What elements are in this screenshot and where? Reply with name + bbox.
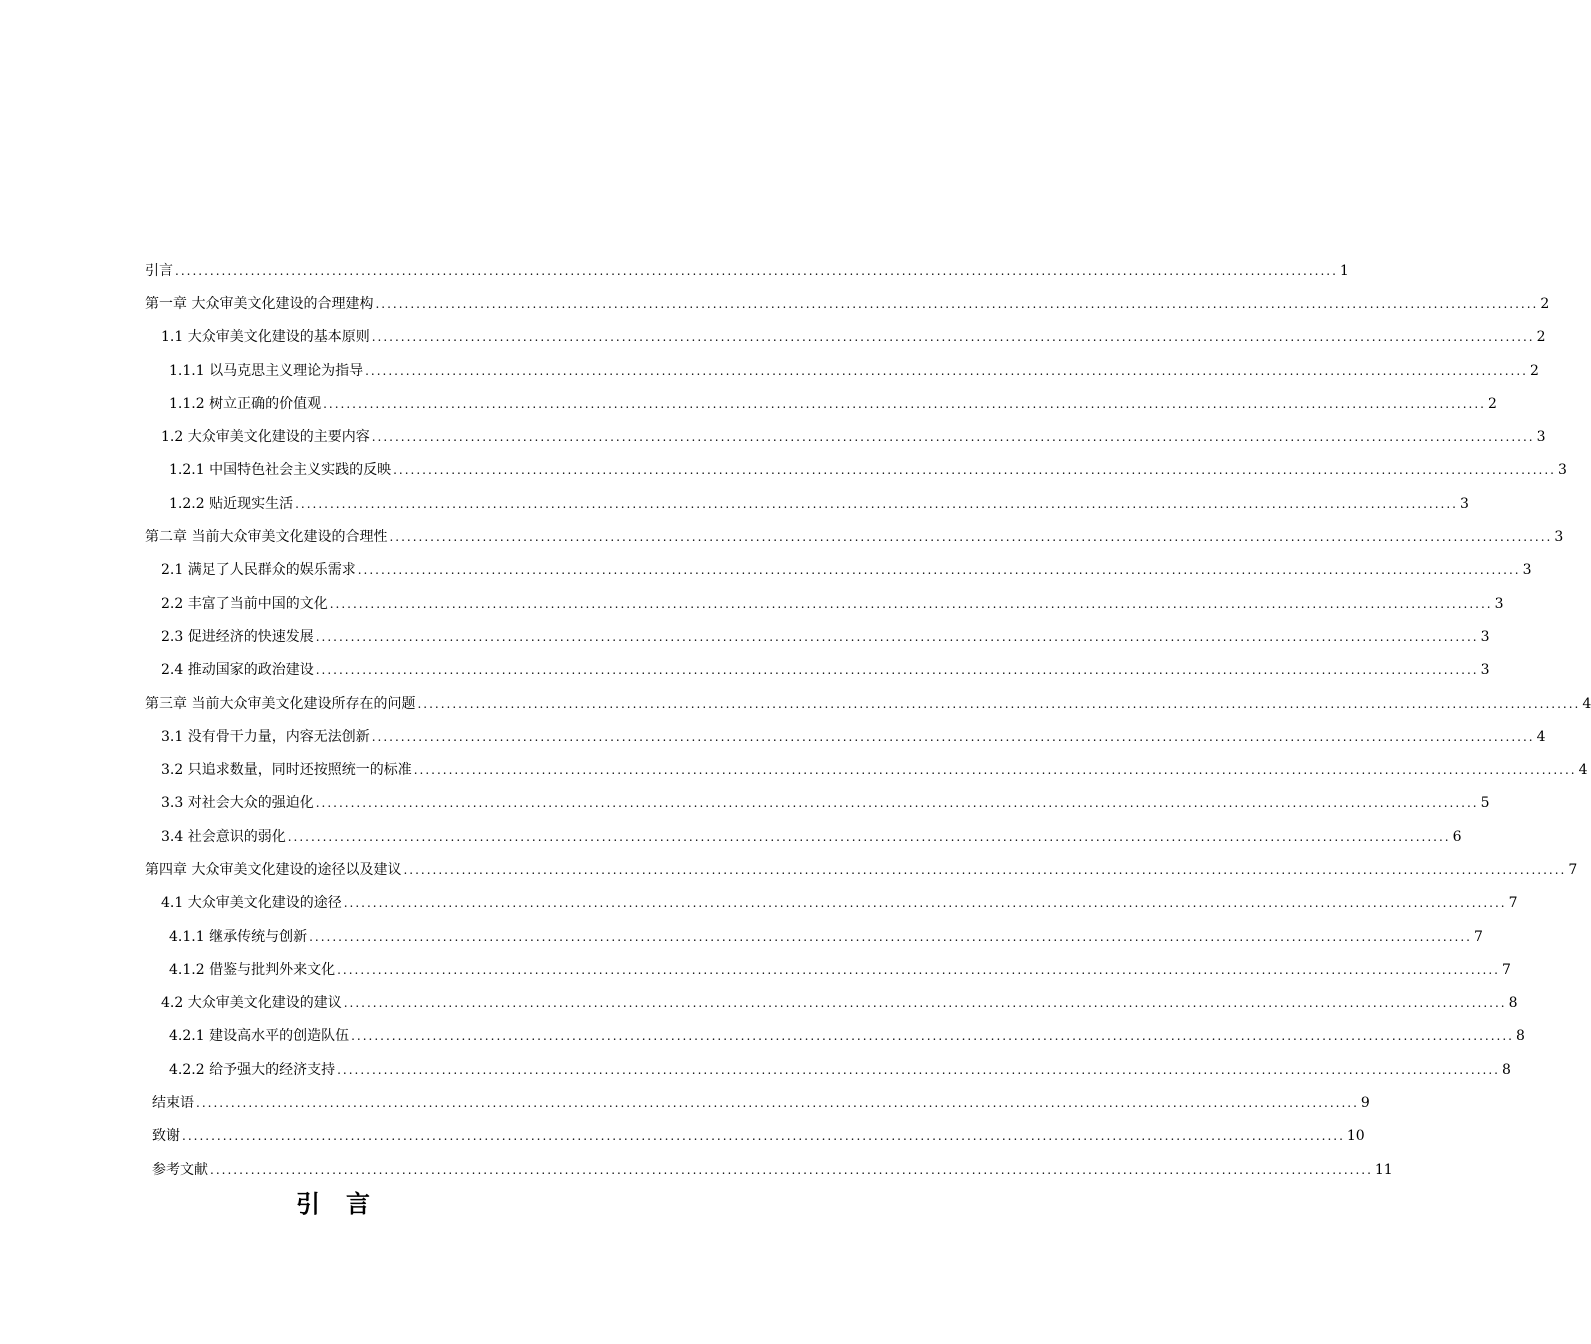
toc-leader-dots: ........................................................................................................................................................................................................ xyxy=(287,829,1451,844)
toc-entry-page: 4 xyxy=(1578,762,1588,779)
toc-entry[interactable] xyxy=(152,1086,1370,1119)
toc-entry[interactable] xyxy=(161,620,1490,653)
toc-entry[interactable] xyxy=(169,454,1567,487)
toc-entry-page: 10 xyxy=(1346,1128,1365,1145)
toc-entry-title: 2.1 满足了人民群众的娱乐需求 xyxy=(161,562,356,579)
toc-leader-dots: ........................................................................................................................................................................................................ xyxy=(403,862,1567,877)
toc-entry[interactable] xyxy=(161,720,1546,753)
toc-entry[interactable] xyxy=(161,753,1588,786)
toc-entry[interactable] xyxy=(169,354,1539,387)
toc-entry-page: 5 xyxy=(1480,795,1490,812)
toc-entry[interactable] xyxy=(145,520,1564,553)
toc-leader-dots: ........................................................................................................................................................................................................ xyxy=(337,962,1500,977)
toc-entry[interactable] xyxy=(161,654,1490,687)
toc-leader-dots: ........................................................................................................................................................................................................ xyxy=(371,430,1535,445)
toc-leader-dots: ........................................................................................................................................................................................................ xyxy=(371,330,1535,345)
toc-entry[interactable] xyxy=(169,953,1511,986)
toc-entry[interactable] xyxy=(145,287,1550,320)
toc-entry[interactable] xyxy=(161,887,1518,920)
toc-entry[interactable] xyxy=(161,820,1462,853)
toc-entry-title: 1.1.2 树立正确的价值观 xyxy=(169,395,322,412)
toc-entry[interactable] xyxy=(169,487,1469,520)
toc-entry-page: 3 xyxy=(1557,462,1567,479)
toc-entry-page: 1 xyxy=(1339,262,1349,279)
toc-entry-title: 1.1 大众审美文化建设的基本原则 xyxy=(161,329,370,346)
toc-entry[interactable] xyxy=(161,987,1518,1020)
toc-entry-title: 3.1 没有骨干力量，内容无法创新 xyxy=(161,728,370,745)
toc-leader-dots: ........................................................................................................................................................................................................ xyxy=(315,629,1479,644)
toc-leader-dots: ........................................................................................................................................................................................................ xyxy=(375,296,1539,311)
toc-entry-title: 4.1 大众审美文化建设的途径 xyxy=(161,895,342,912)
toc-entry-title: 1.1.1 以马克思主义理论为指导 xyxy=(169,362,364,379)
toc-entry-title: 第三章 当前大众审美文化建设所存在的问题 xyxy=(145,695,416,712)
toc-leader-dots: ........................................................................................................................................................................................................ xyxy=(357,563,1521,578)
toc-leader-dots: ........................................................................................................................................................................................................ xyxy=(343,996,1507,1011)
toc-leader-dots: ........................................................................................................................................................................................................ xyxy=(210,1162,1373,1177)
toc-entry[interactable] xyxy=(169,1020,1525,1053)
toc-entry[interactable] xyxy=(169,1053,1511,1086)
toc-leader-dots: ........................................................................................................................................................................................................ xyxy=(175,263,1338,278)
toc-leader-dots: ........................................................................................................................................................................................................ xyxy=(182,1129,1345,1144)
toc-leader-dots: ........................................................................................................................................................................................................ xyxy=(343,896,1507,911)
toc-leader-dots: ........................................................................................................................................................................................................ xyxy=(393,463,1556,478)
toc-entry-title: 参考文献 xyxy=(152,1161,208,1178)
toc-entry-title: 1.2 大众审美文化建设的主要内容 xyxy=(161,429,370,446)
toc-entry-page: 3 xyxy=(1480,628,1490,645)
toc-entry-title: 结束语 xyxy=(152,1095,194,1112)
toc-entry-title: 2.3 促进经济的快速发展 xyxy=(161,628,314,645)
toc-leader-dots: ........................................................................................................................................................................................................ xyxy=(196,1096,1359,1111)
toc-entry-title: 3.4 社会意识的弱化 xyxy=(161,828,286,845)
toc-leader-dots: ........................................................................................................................................................................................................ xyxy=(323,396,1486,411)
section-heading: 引言 xyxy=(296,1189,396,1218)
toc-entry[interactable] xyxy=(169,920,1483,953)
toc-entry[interactable] xyxy=(161,787,1490,820)
toc-entry-page: 9 xyxy=(1360,1095,1370,1112)
toc-entry[interactable] xyxy=(161,420,1546,453)
toc-entry-title: 4.2 大众审美文化建设的建议 xyxy=(161,995,342,1012)
toc-leader-dots: ........................................................................................................................................................................................................ xyxy=(417,696,1581,711)
toc-leader-dots: ........................................................................................................................................................................................................ xyxy=(413,763,1577,778)
toc-entry-title: 第二章 当前大众审美文化建设的合理性 xyxy=(145,529,388,546)
toc-entry-page: 8 xyxy=(1501,1061,1511,1078)
toc-leader-dots: ........................................................................................................................................................................................................ xyxy=(315,796,1479,811)
toc-leader-dots: ........................................................................................................................................................................................................ xyxy=(337,1062,1500,1077)
toc-entry-title: 2.2 丰富了当前中国的文化 xyxy=(161,595,328,612)
toc-entry-page: 3 xyxy=(1522,562,1532,579)
toc-entry-page: 4 xyxy=(1536,728,1546,745)
toc-leader-dots: ........................................................................................................................................................................................................ xyxy=(295,496,1458,511)
toc-entry[interactable] xyxy=(161,587,1504,620)
toc-entry-page: 3 xyxy=(1480,662,1490,679)
toc-entry-page: 2 xyxy=(1529,362,1539,379)
toc-leader-dots: ........................................................................................................................................................................................................ xyxy=(389,530,1553,545)
toc-entry-page: 7 xyxy=(1501,961,1511,978)
toc-entry-title: 3.2 只追求数量，同时还按照统一的标准 xyxy=(161,762,412,779)
toc-entry-title: 3.3 对社会大众的强迫化 xyxy=(161,795,314,812)
toc-entry[interactable] xyxy=(161,554,1532,587)
toc-entry[interactable] xyxy=(152,1120,1365,1153)
toc-entry-title: 第四章 大众审美文化建设的途径以及建议 xyxy=(145,861,402,878)
toc-entry-title: 2.4 推动国家的政治建设 xyxy=(161,662,314,679)
toc-entry-page: 7 xyxy=(1508,895,1518,912)
toc-entry[interactable] xyxy=(152,1153,1393,1186)
toc-entry-page: 6 xyxy=(1452,828,1462,845)
toc-entry-page: 7 xyxy=(1568,861,1578,878)
toc-entry-page: 2 xyxy=(1536,329,1546,346)
toc-leader-dots: ........................................................................................................................................................................................................ xyxy=(309,929,1472,944)
toc-entry-page: 4 xyxy=(1582,695,1591,712)
toc-entry-page: 2 xyxy=(1540,295,1550,312)
toc-entry[interactable] xyxy=(145,254,1349,287)
toc-entry-title: 1.2.2 贴近现实生活 xyxy=(169,495,294,512)
toc-entry[interactable] xyxy=(169,387,1497,420)
toc-leader-dots: ........................................................................................................................................................................................................ xyxy=(315,663,1479,678)
toc-leader-dots: ........................................................................................................................................................................................................ xyxy=(365,363,1528,378)
table-of-contents xyxy=(0,254,1591,1186)
toc-entry-title: 4.1.2 借鉴与批判外来文化 xyxy=(169,961,336,978)
toc-entry-page: 3 xyxy=(1494,595,1504,612)
toc-entry-title: 4.2.2 给予强大的经济支持 xyxy=(169,1061,336,1078)
toc-entry-page: 7 xyxy=(1473,928,1483,945)
toc-entry-title: 4.1.1 继承传统与创新 xyxy=(169,928,308,945)
toc-entry-page: 8 xyxy=(1508,995,1518,1012)
toc-leader-dots: ........................................................................................................................................................................................................ xyxy=(371,729,1535,744)
toc-entry-page: 3 xyxy=(1459,495,1469,512)
toc-entry-page: 3 xyxy=(1554,529,1564,546)
toc-entry-title: 1.2.1 中国特色社会主义实践的反映 xyxy=(169,462,392,479)
toc-entry[interactable] xyxy=(145,687,1591,720)
toc-entry-page: 3 xyxy=(1536,429,1546,446)
toc-entry-page: 2 xyxy=(1487,395,1497,412)
toc-entry-title: 第一章 大众审美文化建设的合理建构 xyxy=(145,295,374,312)
toc-entry[interactable] xyxy=(161,321,1546,354)
toc-entry-title: 4.2.1 建设高水平的创造队伍 xyxy=(169,1028,350,1045)
toc-entry-title: 引言 xyxy=(145,262,173,279)
toc-entry-page: 8 xyxy=(1515,1028,1525,1045)
toc-entry-page: 11 xyxy=(1374,1161,1393,1178)
toc-leader-dots: ........................................................................................................................................................................................................ xyxy=(351,1029,1514,1044)
toc-leader-dots: ........................................................................................................................................................................................................ xyxy=(329,596,1493,611)
toc-entry-title: 致谢 xyxy=(152,1128,180,1145)
toc-entry[interactable] xyxy=(145,853,1578,886)
